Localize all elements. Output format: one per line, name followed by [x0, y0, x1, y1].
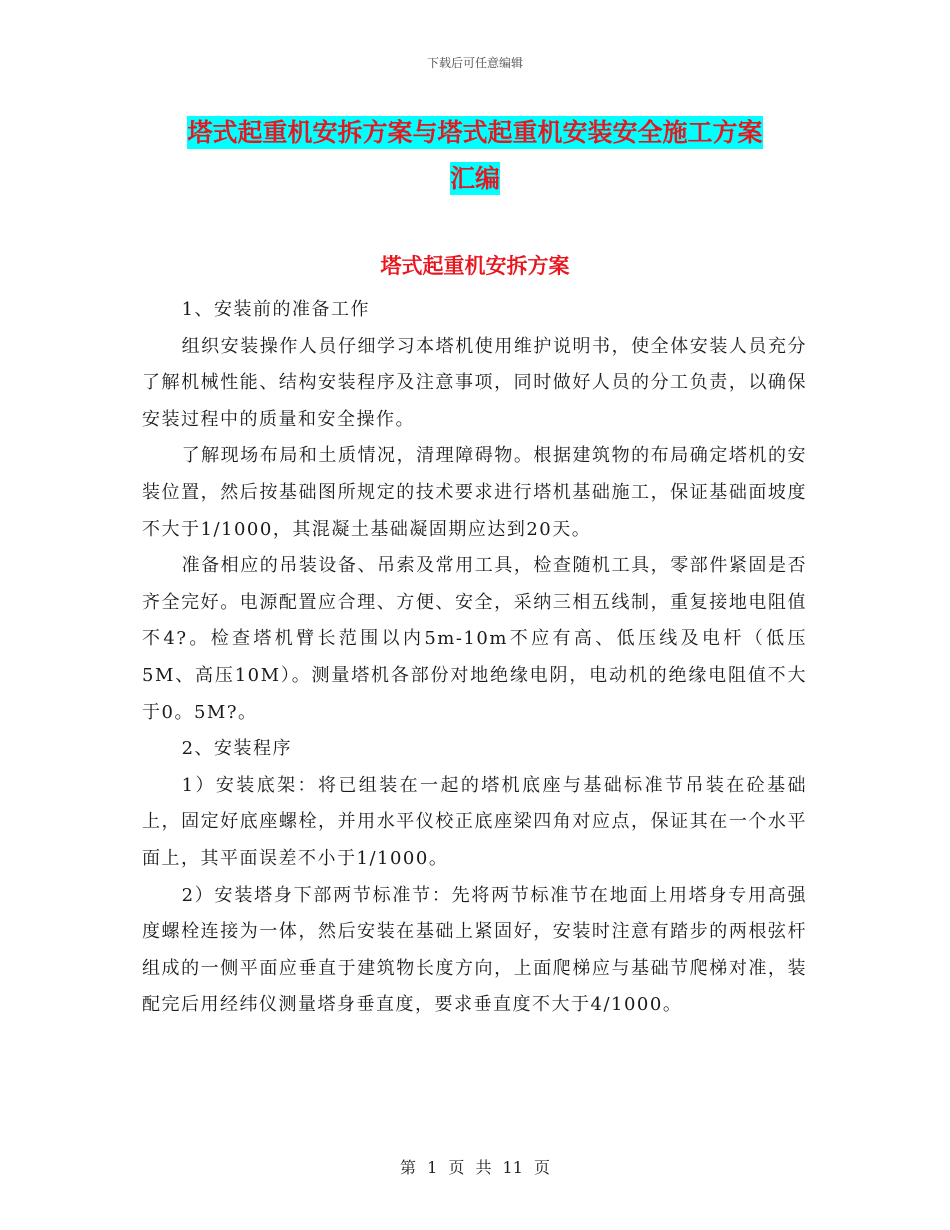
paragraph: 1）安装底架：将已组装在一起的塔机底座与基础标准节吊装在砼基础上，固定好底座螺栓，并用水平仪校正底座梁四角对应点，保证其在一个水平面上，其平面误差不小于1/1000。: [142, 774, 807, 869]
paragraph: 组织安装操作人员仔细学习本塔机使用维护说明书，使全体安装人员充分了解机械性能、结构安装程序及注意事项，同时做好人员的分工负责，以确保安装过程中的质量和安全操作。: [142, 335, 807, 430]
section-title: 塔式起重机安拆方案: [380, 254, 570, 278]
paragraph-heading-procedure: 2、安装程序: [181, 738, 293, 760]
document-title-line-2: 汇编: [449, 164, 500, 193]
paragraph: 准备相应的吊装设备、吊索及常用工具，检查随机工具，零部件紧固是否齐全完好。电源配置应合理、方便、安全，采纳三相五线制，重复接地电阻值不4?。检查塔机臂长范围以内5m-10m不应有高、低压线及电杆（低压5M、高压10M）。测量塔机各部份对地绝缘电阴，电动机的绝缘电阻值不大于0。5M?。: [142, 555, 807, 723]
paragraph-heading-preparation: 1、安装前的准备工作: [181, 299, 371, 320]
document-title: [140, 110, 810, 202]
paragraph: 2）安装塔身下部两节标准节：先将两节标准节在地面上用塔身专用高强度螺栓连接为一体，然后安装在基础上紧固好，安装时注意有踏步的两根弦杆组成的一侧平面应垂直于建筑物长度方向，上面爬梯应与基础节爬梯对准，装配完后用经纬仪测量塔身垂直度，要求垂直度不大于4/1000。: [142, 884, 807, 1016]
page-number-footer: 第 1 页 共 11 页: [400, 1158, 550, 1177]
body-text: [142, 292, 807, 1024]
document-title-line-1: 塔式起重机安拆方案与塔式起重机安装安全施工方案: [187, 118, 763, 147]
paragraph: 了解现场布局和土质情况，清理障碍物。根据建筑物的布局确定塔机的安装位置，然后按基础图所规定的技术要求进行塔机基础施工，保证基础面坡度不大于1/1000，其混凝土基础凝固期应达到20天。: [142, 445, 807, 540]
header-note: 下载后可任意编辑: [426, 56, 523, 70]
